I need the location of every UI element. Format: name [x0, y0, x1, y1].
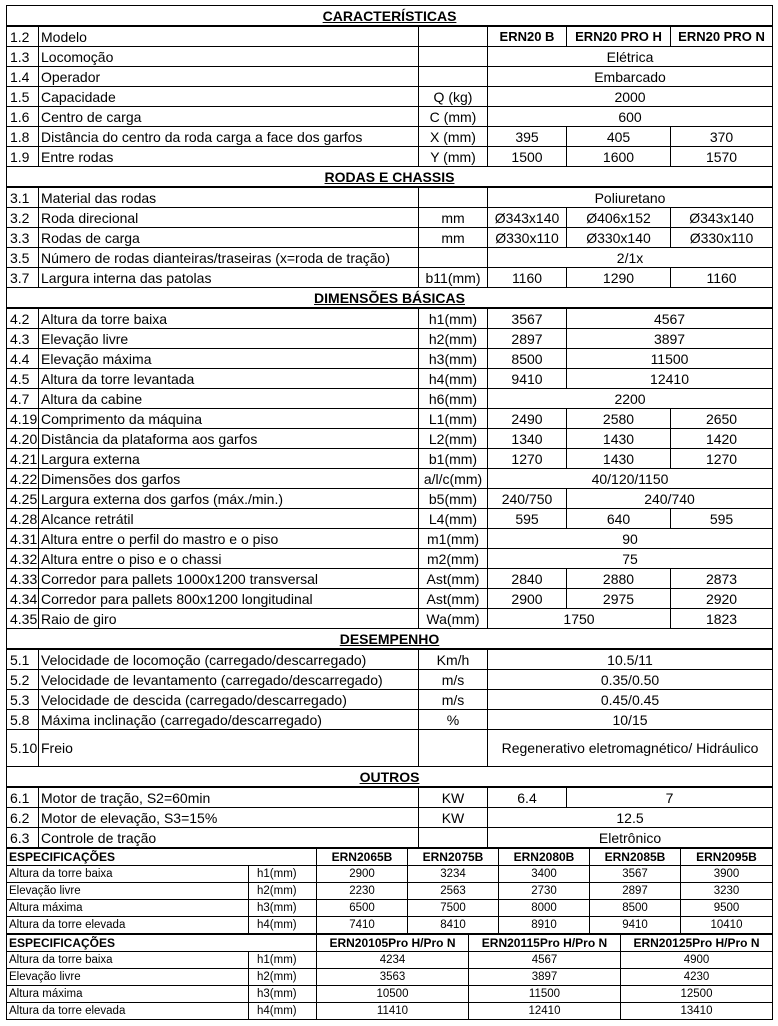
row-value: 2/1x	[488, 248, 773, 268]
spec-label: Altura máxima	[7, 900, 249, 917]
row-value: 0.35/0.50	[488, 670, 773, 690]
row-value: 595	[488, 509, 567, 529]
spec-value: 3900	[681, 866, 773, 883]
row-unit: Y (mm)	[419, 147, 488, 167]
row-value: 10.5/11	[488, 649, 773, 670]
row-unit: b1(mm)	[419, 449, 488, 469]
row-number: 4.35	[7, 609, 39, 629]
spec-value: 3234	[408, 866, 499, 883]
spec-value: 4567	[469, 952, 621, 969]
row-unit: L2(mm)	[419, 429, 488, 449]
spec-value: 10500	[317, 986, 469, 1003]
row-number: 4.31	[7, 529, 39, 549]
row-label: Velocidade de levantamento (carregado/descarregado)	[39, 670, 419, 690]
row-unit	[419, 26, 488, 47]
section-title: OUTROS	[7, 767, 773, 788]
row-value: Ø343x140	[488, 208, 567, 228]
row-value: 6.4	[488, 787, 567, 808]
row-value: 1750	[488, 609, 671, 629]
spec-row	[7, 649, 773, 670]
spec-row	[7, 529, 773, 549]
section-header-row	[7, 767, 773, 788]
row-unit: L1(mm)	[419, 409, 488, 429]
spec-row	[7, 389, 773, 409]
spec-row	[7, 828, 773, 848]
spec-value: 7500	[408, 900, 499, 917]
row-label: Corredor para pallets 800x1200 longitudinal	[39, 589, 419, 609]
row-label: Velocidade de locomoção (carregado/descarregado)	[39, 649, 419, 670]
row-value: 9410	[488, 369, 567, 389]
row-value: 2900	[488, 589, 567, 609]
spec-value: 3897	[469, 969, 621, 986]
row-value: 1270	[671, 449, 773, 469]
spec-row	[7, 409, 773, 429]
spec-row	[7, 710, 773, 730]
model-header: ERN2065B	[317, 849, 408, 866]
row-number: 6.1	[7, 787, 39, 808]
spec-value: 3567	[590, 866, 681, 883]
spec-label: Altura máxima	[7, 986, 249, 1003]
spec-value: 3230	[681, 883, 773, 900]
spec-row	[7, 549, 773, 569]
row-value: 8500	[488, 349, 567, 369]
spec-value: 8000	[499, 900, 590, 917]
row-label: Alcance retrátil	[39, 509, 419, 529]
spec-value: 9500	[681, 900, 773, 917]
row-label: Distância do centro da roda carga a face dos garfos	[39, 127, 419, 147]
row-value: 1823	[671, 609, 773, 629]
row-unit: KW	[419, 808, 488, 828]
row-label: Largura interna das patolas	[39, 268, 419, 288]
row-label: Motor de tração, S2=60min	[39, 787, 419, 808]
row-unit: h2(mm)	[419, 329, 488, 349]
row-number: 6.2	[7, 808, 39, 828]
row-value: 11500	[567, 349, 773, 369]
spec-row	[7, 349, 773, 369]
spec-value: 9410	[590, 917, 681, 934]
row-value: 2880	[567, 569, 671, 589]
row-number: 3.2	[7, 208, 39, 228]
row-value: 12.5	[488, 808, 773, 828]
spec-unit: h2(mm)	[249, 883, 317, 900]
row-value: 1570	[671, 147, 773, 167]
spec-row	[7, 308, 773, 329]
model-header: ERN20105Pro H/Pro N	[317, 935, 469, 952]
row-unit	[419, 730, 488, 767]
spec-row	[7, 609, 773, 629]
spec-row	[7, 569, 773, 589]
row-value: 240/750	[488, 489, 567, 509]
section-header-row	[7, 288, 773, 309]
row-number: 3.7	[7, 268, 39, 288]
row-number: 1.9	[7, 147, 39, 167]
row-number: 4.3	[7, 329, 39, 349]
row-unit	[419, 47, 488, 67]
row-value: 395	[488, 127, 567, 147]
spec-row	[7, 589, 773, 609]
row-value: 1430	[567, 429, 671, 449]
spec-row	[7, 670, 773, 690]
row-number: 4.21	[7, 449, 39, 469]
spec-row	[7, 228, 773, 248]
row-value: 2580	[567, 409, 671, 429]
row-label: Número de rodas dianteiras/traseiras (x=roda de tração)	[39, 248, 419, 268]
row-number: 4.34	[7, 589, 39, 609]
row-label: Controle de tração	[39, 828, 419, 848]
row-value: 1430	[567, 449, 671, 469]
row-label: Raio de giro	[39, 609, 419, 629]
spec-unit: h4(mm)	[249, 1003, 317, 1020]
row-value: 40/120/1150	[488, 469, 773, 489]
row-value: Ø343x140	[671, 208, 773, 228]
spec-row	[7, 26, 773, 47]
row-value: Eletrônico	[488, 828, 773, 848]
row-value: 2873	[671, 569, 773, 589]
model-header: ERN2075B	[408, 849, 499, 866]
row-number: 4.32	[7, 549, 39, 569]
spec-value: 3400	[499, 866, 590, 883]
row-label: Elevação livre	[39, 329, 419, 349]
row-number: 3.1	[7, 187, 39, 208]
spec-value: 4900	[621, 952, 773, 969]
row-value: 2897	[488, 329, 567, 349]
spec-title: ESPECIFICAÇÕES	[7, 935, 317, 952]
row-label: Centro de carga	[39, 107, 419, 127]
row-value: 2840	[488, 569, 567, 589]
row-unit: Ast(mm)	[419, 569, 488, 589]
row-label: Máxima inclinação (carregado/descarregado)	[39, 710, 419, 730]
row-unit: h1(mm)	[419, 308, 488, 329]
spec-row	[7, 690, 773, 710]
spec-row	[7, 469, 773, 489]
section-title: DIMENSÕES BÁSICAS	[7, 288, 773, 309]
row-value: Regenerativo eletromagnético/ Hidráulico	[488, 730, 773, 767]
row-value: 1340	[488, 429, 567, 449]
row-value: Ø406x152	[567, 208, 671, 228]
row-number: 4.7	[7, 389, 39, 409]
row-value: 405	[567, 127, 671, 147]
row-unit: L4(mm)	[419, 509, 488, 529]
row-label: Altura entre o piso e o chassi	[39, 549, 419, 569]
spec-label: Altura da torre elevada	[7, 917, 249, 934]
row-unit: mm	[419, 208, 488, 228]
row-number: 4.33	[7, 569, 39, 589]
spec-row	[7, 969, 773, 986]
row-unit: C (mm)	[419, 107, 488, 127]
section-header-row	[7, 629, 773, 650]
spec-value: 11410	[317, 1003, 469, 1020]
row-unit	[419, 67, 488, 87]
row-label: Modelo	[39, 26, 419, 47]
spec-value: 6500	[317, 900, 408, 917]
row-unit: h4(mm)	[419, 369, 488, 389]
row-number: 4.2	[7, 308, 39, 329]
row-unit: Ast(mm)	[419, 589, 488, 609]
spec-value: 2730	[499, 883, 590, 900]
row-value: Ø330x140	[567, 228, 671, 248]
row-label: Altura entre o perfil do mastro e o piso	[39, 529, 419, 549]
row-value: 1160	[488, 268, 567, 288]
row-number: 5.1	[7, 649, 39, 670]
spec-row	[7, 787, 773, 808]
row-number: 4.22	[7, 469, 39, 489]
spec-label: Elevação livre	[7, 883, 249, 900]
spec-value: 3563	[317, 969, 469, 986]
row-unit	[419, 828, 488, 848]
row-unit: X (mm)	[419, 127, 488, 147]
model-header: ERN20125Pro H/Pro N	[621, 935, 773, 952]
row-unit: Km/h	[419, 649, 488, 670]
row-label: Capacidade	[39, 87, 419, 107]
spec-value: 2563	[408, 883, 499, 900]
row-value: 90	[488, 529, 773, 549]
row-value: Ø330x110	[488, 228, 567, 248]
row-unit: Wa(mm)	[419, 609, 488, 629]
spec-row	[7, 1003, 773, 1020]
spec-row	[7, 883, 773, 900]
model-header: ERN20 PRO H	[567, 26, 671, 47]
row-unit: m1(mm)	[419, 529, 488, 549]
row-unit: h3(mm)	[419, 349, 488, 369]
spec-value: 2900	[317, 866, 408, 883]
row-value: 4567	[567, 308, 773, 329]
spec-row	[7, 67, 773, 87]
spec-row	[7, 47, 773, 67]
row-unit: m2(mm)	[419, 549, 488, 569]
spec-row	[7, 268, 773, 288]
spec-unit: h4(mm)	[249, 917, 317, 934]
row-value: 3567	[488, 308, 567, 329]
row-value: 2975	[567, 589, 671, 609]
spec-header-row	[7, 935, 773, 952]
spec-row	[7, 730, 773, 767]
row-value: 240/740	[567, 489, 773, 509]
spec-unit: h3(mm)	[249, 900, 317, 917]
row-value: Elétrica	[488, 47, 773, 67]
row-value: 75	[488, 549, 773, 569]
spec-row	[7, 87, 773, 107]
model-header: ERN2095B	[681, 849, 773, 866]
row-label: Comprimento da máquina	[39, 409, 419, 429]
spec-value: 10410	[681, 917, 773, 934]
spec-value: 4234	[317, 952, 469, 969]
row-number: 5.10	[7, 730, 39, 767]
spec-row	[7, 127, 773, 147]
spec-value: 2230	[317, 883, 408, 900]
spec-row	[7, 329, 773, 349]
row-label: Distância da plataforma aos garfos	[39, 429, 419, 449]
row-value: Poliuretano	[488, 187, 773, 208]
spec-row	[7, 489, 773, 509]
row-value: 595	[671, 509, 773, 529]
row-label: Rodas de carga	[39, 228, 419, 248]
row-value: 2490	[488, 409, 567, 429]
row-label: Operador	[39, 67, 419, 87]
spec-value: 13410	[621, 1003, 773, 1020]
spec-unit: h2(mm)	[249, 969, 317, 986]
spec-value: 12500	[621, 986, 773, 1003]
spec-value: 2897	[590, 883, 681, 900]
spec-row	[7, 187, 773, 208]
spec-value: 8910	[499, 917, 590, 934]
row-label: Largura externa dos garfos (máx./min.)	[39, 489, 419, 509]
row-number: 1.5	[7, 87, 39, 107]
spec-row	[7, 808, 773, 828]
spec-label: Altura da torre baixa	[7, 866, 249, 883]
row-number: 4.19	[7, 409, 39, 429]
row-value: 1500	[488, 147, 567, 167]
row-unit	[419, 248, 488, 268]
row-value: 10/15	[488, 710, 773, 730]
spec-row	[7, 900, 773, 917]
row-unit: h6(mm)	[419, 389, 488, 409]
row-label: Material das rodas	[39, 187, 419, 208]
row-label: Freio	[39, 730, 419, 767]
section-header-row	[7, 167, 773, 188]
row-value: 3897	[567, 329, 773, 349]
spec-label: Altura da torre elevada	[7, 1003, 249, 1020]
spec-row	[7, 509, 773, 529]
spec-header-row	[7, 849, 773, 866]
row-label: Largura externa	[39, 449, 419, 469]
row-value: 2650	[671, 409, 773, 429]
spec-label: Elevação livre	[7, 969, 249, 986]
spec-row	[7, 147, 773, 167]
row-number: 5.3	[7, 690, 39, 710]
row-unit: KW	[419, 787, 488, 808]
spec-row	[7, 986, 773, 1003]
spec-value: 11500	[469, 986, 621, 1003]
row-value: Ø330x110	[671, 228, 773, 248]
spec-row	[7, 449, 773, 469]
spec-row	[7, 866, 773, 883]
row-number: 4.25	[7, 489, 39, 509]
row-unit: %	[419, 710, 488, 730]
row-label: Altura da torre baixa	[39, 308, 419, 329]
spec-label: Altura da torre baixa	[7, 952, 249, 969]
row-unit: mm	[419, 228, 488, 248]
row-value: 12410	[567, 369, 773, 389]
row-label: Altura da cabine	[39, 389, 419, 409]
spec-sheet	[6, 5, 772, 1020]
row-unit: m/s	[419, 690, 488, 710]
spec-unit: h3(mm)	[249, 986, 317, 1003]
row-label: Velocidade de descida (carregado/descarregado)	[39, 690, 419, 710]
row-number: 6.3	[7, 828, 39, 848]
spec-table-standard	[6, 848, 773, 934]
spec-table-pro	[6, 934, 773, 1020]
section-title: CARACTERÍSTICAS	[7, 6, 773, 27]
spec-value: 4230	[621, 969, 773, 986]
row-unit: m/s	[419, 670, 488, 690]
section-title: DESEMPENHO	[7, 629, 773, 650]
row-value: 2920	[671, 589, 773, 609]
model-header: ERN20 PRO N	[671, 26, 773, 47]
row-value: 7	[567, 787, 773, 808]
row-label: Elevação máxima	[39, 349, 419, 369]
row-number: 4.20	[7, 429, 39, 449]
spec-row	[7, 369, 773, 389]
section-title: RODAS E CHASSIS	[7, 167, 773, 188]
model-header: ERN20 B	[488, 26, 567, 47]
row-value: 2200	[488, 389, 773, 409]
row-label: Motor de elevação, S3=15%	[39, 808, 419, 828]
row-value: 1270	[488, 449, 567, 469]
spec-unit: h1(mm)	[249, 866, 317, 883]
spec-row	[7, 917, 773, 934]
spec-value: 8500	[590, 900, 681, 917]
row-value: 1420	[671, 429, 773, 449]
row-value: 1290	[567, 268, 671, 288]
row-number: 4.28	[7, 509, 39, 529]
spec-value: 12410	[469, 1003, 621, 1020]
model-header: ERN20115Pro H/Pro N	[469, 935, 621, 952]
row-number: 1.4	[7, 67, 39, 87]
spec-title: ESPECIFICAÇÕES	[7, 849, 317, 866]
row-value: 370	[671, 127, 773, 147]
model-header: ERN2085B	[590, 849, 681, 866]
row-unit: a/l/c(mm)	[419, 469, 488, 489]
row-unit: b11(mm)	[419, 268, 488, 288]
row-number: 4.4	[7, 349, 39, 369]
row-number: 1.2	[7, 26, 39, 47]
spec-value: 7410	[317, 917, 408, 934]
spec-row	[7, 107, 773, 127]
row-number: 5.2	[7, 670, 39, 690]
row-unit: b5(mm)	[419, 489, 488, 509]
spec-row	[7, 429, 773, 449]
row-number: 4.5	[7, 369, 39, 389]
row-value: 2000	[488, 87, 773, 107]
row-label: Roda direcional	[39, 208, 419, 228]
row-value: 0.45/0.45	[488, 690, 773, 710]
row-unit: Q (kg)	[419, 87, 488, 107]
row-unit	[419, 187, 488, 208]
row-value: Embarcado	[488, 67, 773, 87]
model-header: ERN2080B	[499, 849, 590, 866]
row-number: 1.6	[7, 107, 39, 127]
row-label: Locomoção	[39, 47, 419, 67]
row-number: 1.3	[7, 47, 39, 67]
row-number: 1.8	[7, 127, 39, 147]
row-label: Entre rodas	[39, 147, 419, 167]
main-spec-table	[6, 5, 773, 848]
row-number: 3.5	[7, 248, 39, 268]
row-value: 1600	[567, 147, 671, 167]
spec-row	[7, 248, 773, 268]
spec-row	[7, 208, 773, 228]
row-label: Corredor para pallets 1000x1200 transversal	[39, 569, 419, 589]
spec-row	[7, 952, 773, 969]
row-label: Altura da torre levantada	[39, 369, 419, 389]
row-value: 640	[567, 509, 671, 529]
spec-value: 8410	[408, 917, 499, 934]
section-header-row	[7, 6, 773, 27]
row-label: Dimensões dos garfos	[39, 469, 419, 489]
row-number: 3.3	[7, 228, 39, 248]
row-value: 600	[488, 107, 773, 127]
row-number: 5.8	[7, 710, 39, 730]
row-value: 1160	[671, 268, 773, 288]
spec-unit: h1(mm)	[249, 952, 317, 969]
